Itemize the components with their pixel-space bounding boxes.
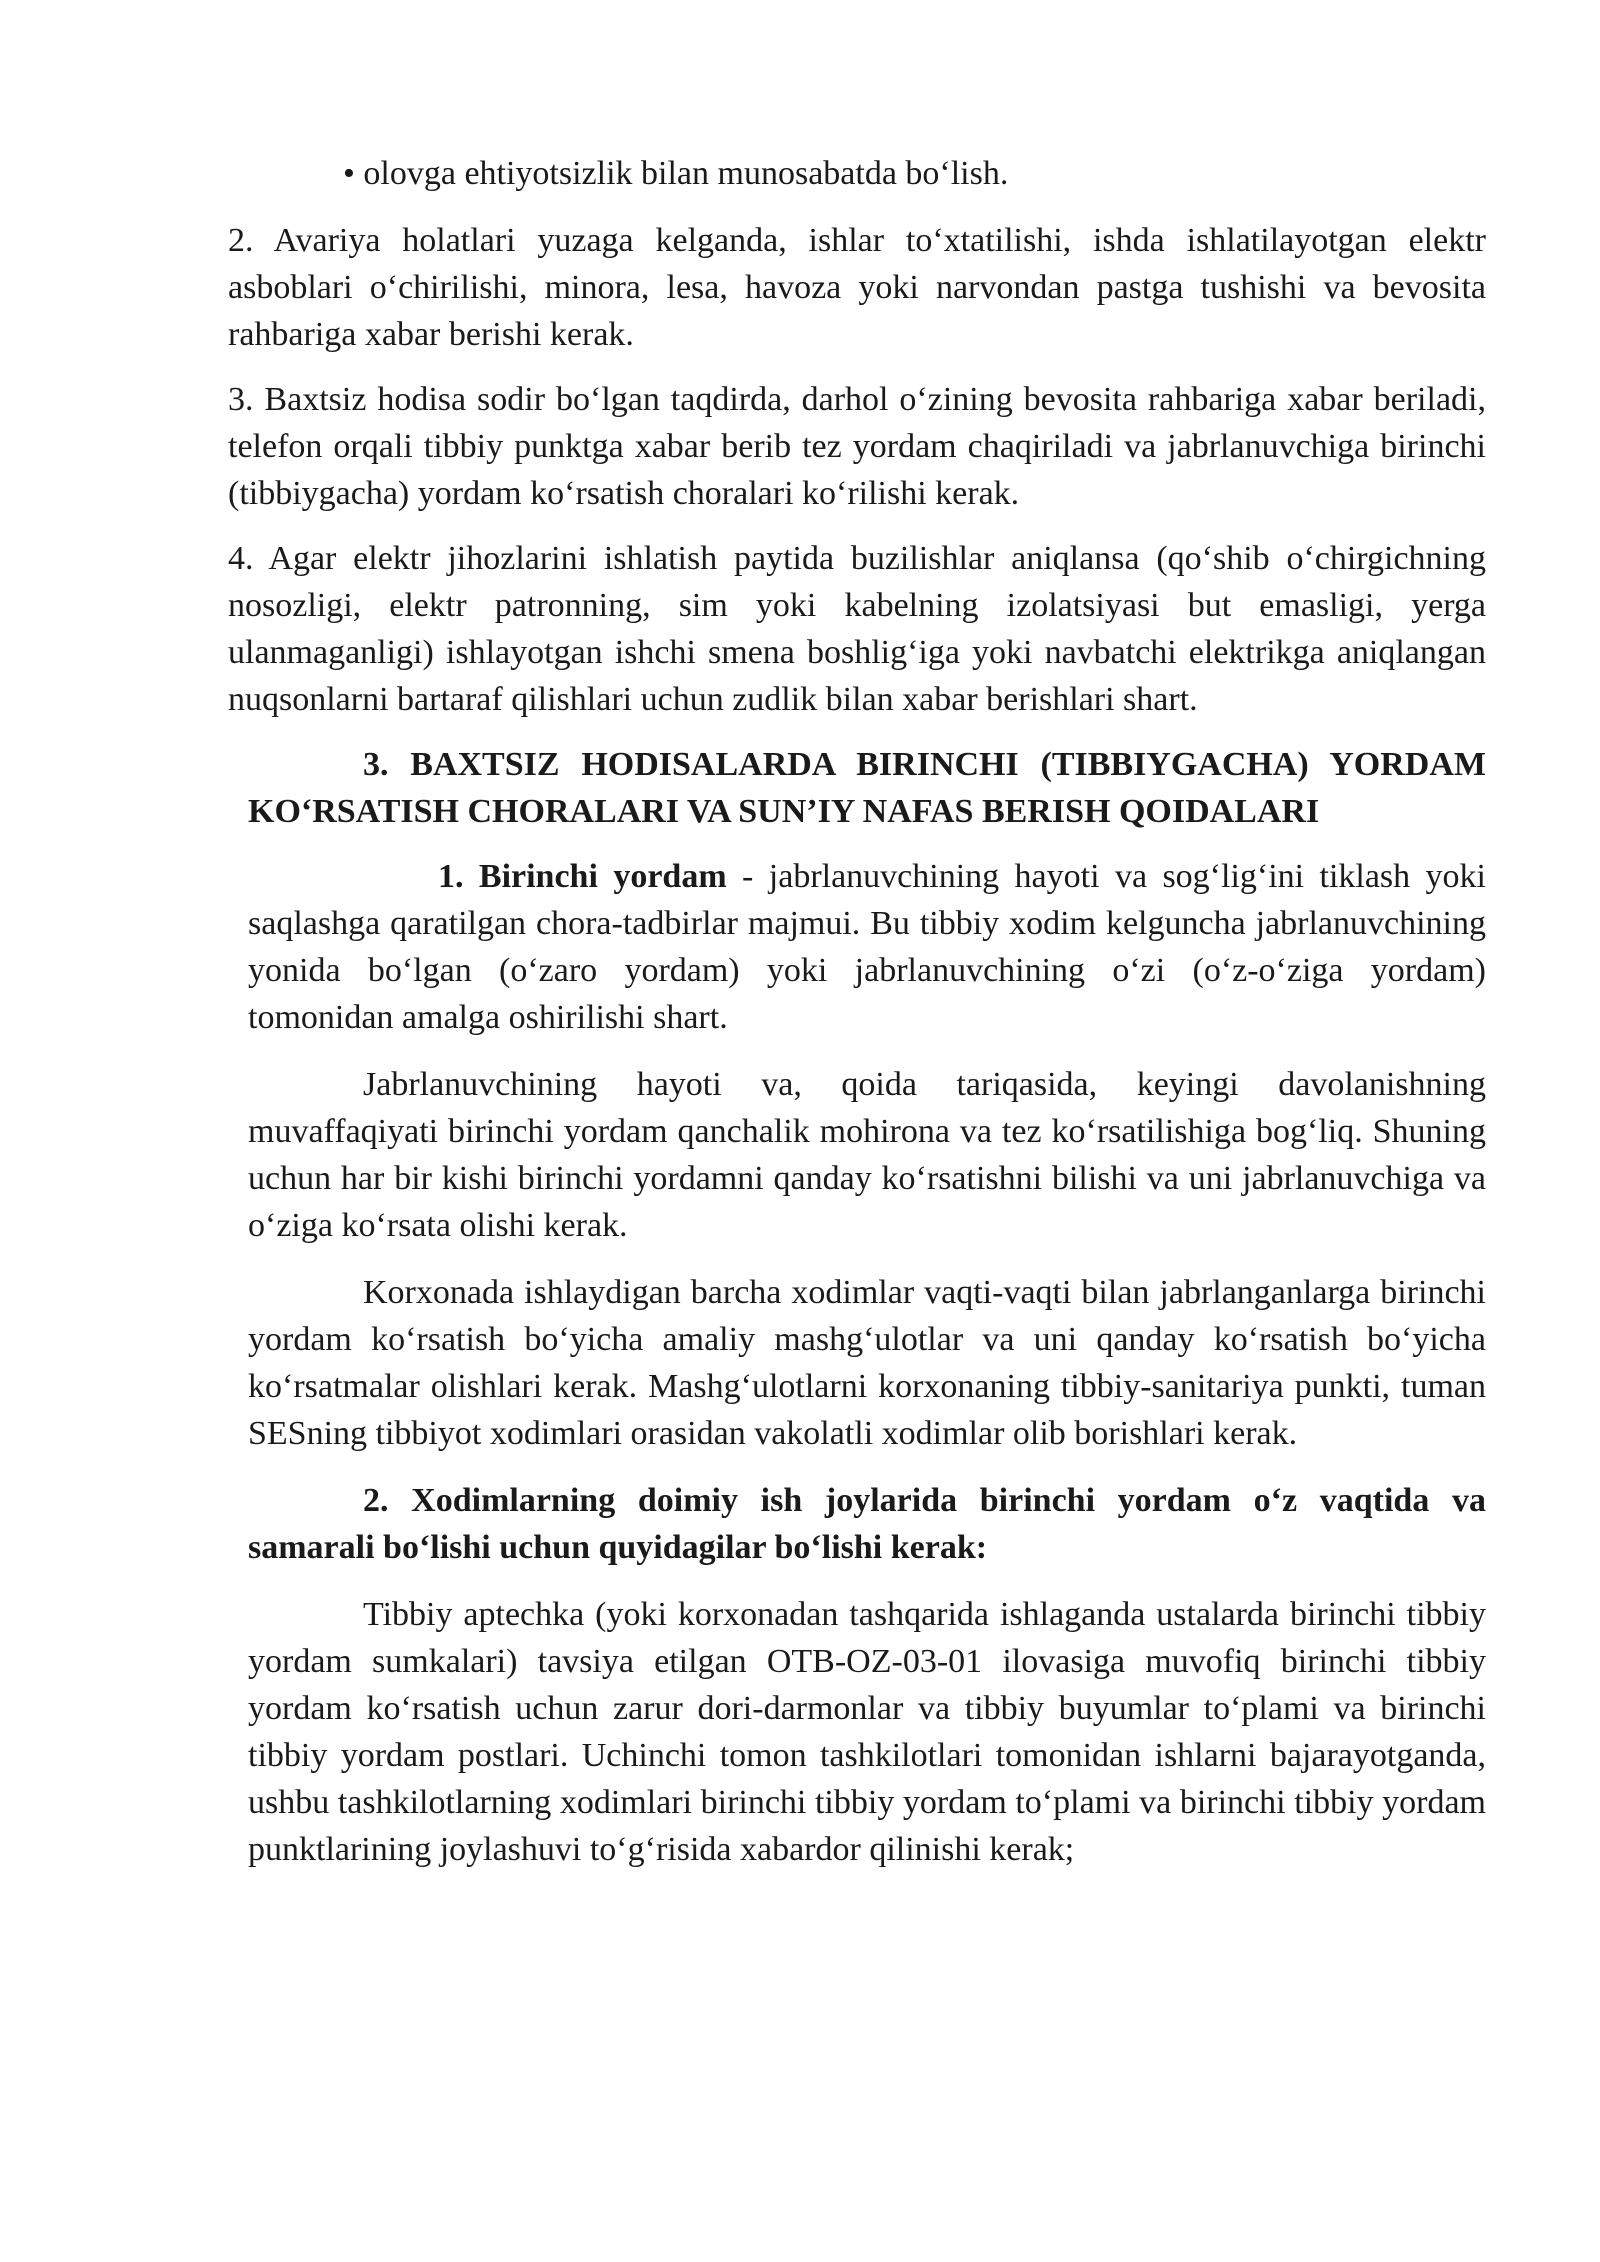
first-aid-definition-paragraph — [248, 853, 1486, 1041]
numbered-item-3: 3. Baxtsiz hodisa sodir bo‘lgan taqdirda, darhol o‘zining bevosita rahbariga xabar beriladi, telefon orqali tibbiy punktga xabar berib tez yordam chaqiriladi va jabrlanuvchiga birinchi (tibbiygacha) yordam ko‘rsatish choralari ko‘rilishi kerak. — [228, 381, 1486, 512]
numbered-item-4: 4. Agar elektr jihozlarini ishlatish paytida buzilishlar aniqlansa (qo‘shib o‘chirgichning nosozligi, elektr patronning, sim yoki kabelning izolatsiyasi but emasligi, yerga ulanmaganligi) ishlayotgan ishchi smena boshlig‘iga yoki navbatchi elektrikga aniqlangan nuqsonlarni bartaraf qilishlari uchun zudlik bilan xabar berishlari shart. — [228, 540, 1486, 718]
paragraph-life-success: Jabrlanuvchining hayoti va, qoida tariqasida, keyingi davolanishning muvaffaqiyati birinchi yordam qanchalik mohirona va tez ko‘rsatilishiga bog‘liq. Shuning uchun har bir kishi birinchi yordamni qanday ko‘rsatishni bilishi va uni jabrlanuvchiga va o‘ziga ko‘rsata olishi kerak. — [248, 1066, 1486, 1244]
document-body — [228, 150, 1486, 1893]
numbered-item-2: 2. Avariya holatlari yuzaga kelganda, ishlar to‘xtatilishi, ishda ishlatilayotgan elektr asboblari o‘chirilishi, minora, lesa, havoza yoki narvondan pastga tushishi va bevosita rahbariga xabar berishi kerak. — [228, 222, 1486, 353]
section-content — [248, 853, 1486, 1873]
subheading-requirements: 2. Xodimlarning doimiy ish joylarida birinchi yordam o‘z vaqtida va samarali bo‘lishi uchun quyidagilar bo‘lishi kerak: — [248, 1482, 1486, 1566]
first-aid-term: 1. Birinchi yordam — [438, 858, 727, 895]
section-heading: 3. BAXTSIZ HODISALARDA BIRINCHI (TIBBIYGACHA) YORDAM KO‘RSATISH CHORALARI VA SUN’IY NAFAS BERISH QOIDALARI — [248, 746, 1486, 830]
paragraph-staff-training: Korxonada ishlaydigan barcha xodimlar vaqti-vaqti bilan jabrlanganlarga birinchi yordam ko‘rsatish bo‘yicha amaliy mashg‘ulotlar va uni qanday ko‘rsatish bo‘yicha ko‘rsatmalar olishlari kerak. Mashg‘ulotlarni korxonaning tibbiy-sanitariya punkti, tuman SESning tibbiyot xodimlari orasidan vakolatli xodimlar olib borishlari kerak. — [248, 1274, 1486, 1452]
bullet-item: • olovga ehtiyotsizlik bilan munosabatda bo‘lish. — [343, 155, 1009, 192]
paragraph-first-aid-kit: Tibbiy aptechka (yoki korxonadan tashqarida ishlaganda ustalarda birinchi tibbiy yordam sumkalari) tavsiya etilgan OTB-OZ-03-01 ilovasiga muvofiq birinchi tibbiy yordam ko‘rsatish uchun zarur dori-darmonlar va tibbiy buyumlar to‘plami va birinchi tibbiy yordam postlari. Uchinchi tomon tashkilotlari tomonidan ishlarni bajarayotganda, ushbu tashkilotlarning xodimlari birinchi tibbiy yordam to‘plami va birinchi tibbiy yordam punktlarining joylashuvi to‘g‘risida xabardor qilinishi kerak; — [248, 1596, 1486, 1868]
first-aid-definition-text: - jabrlanuvchining hayoti va sog‘lig‘ini tiklash yoki saqlashga qaratilgan chora-tadbirlar majmui. Bu tibbiy xodim kelguncha jabrlanuvchining yonida bo‘lgan (o‘zaro yordam) yoki jabrlanuvchining o‘zi (o‘z-o‘ziga yordam) tomonidan amalga oshirilishi shart. — [248, 858, 1487, 1036]
